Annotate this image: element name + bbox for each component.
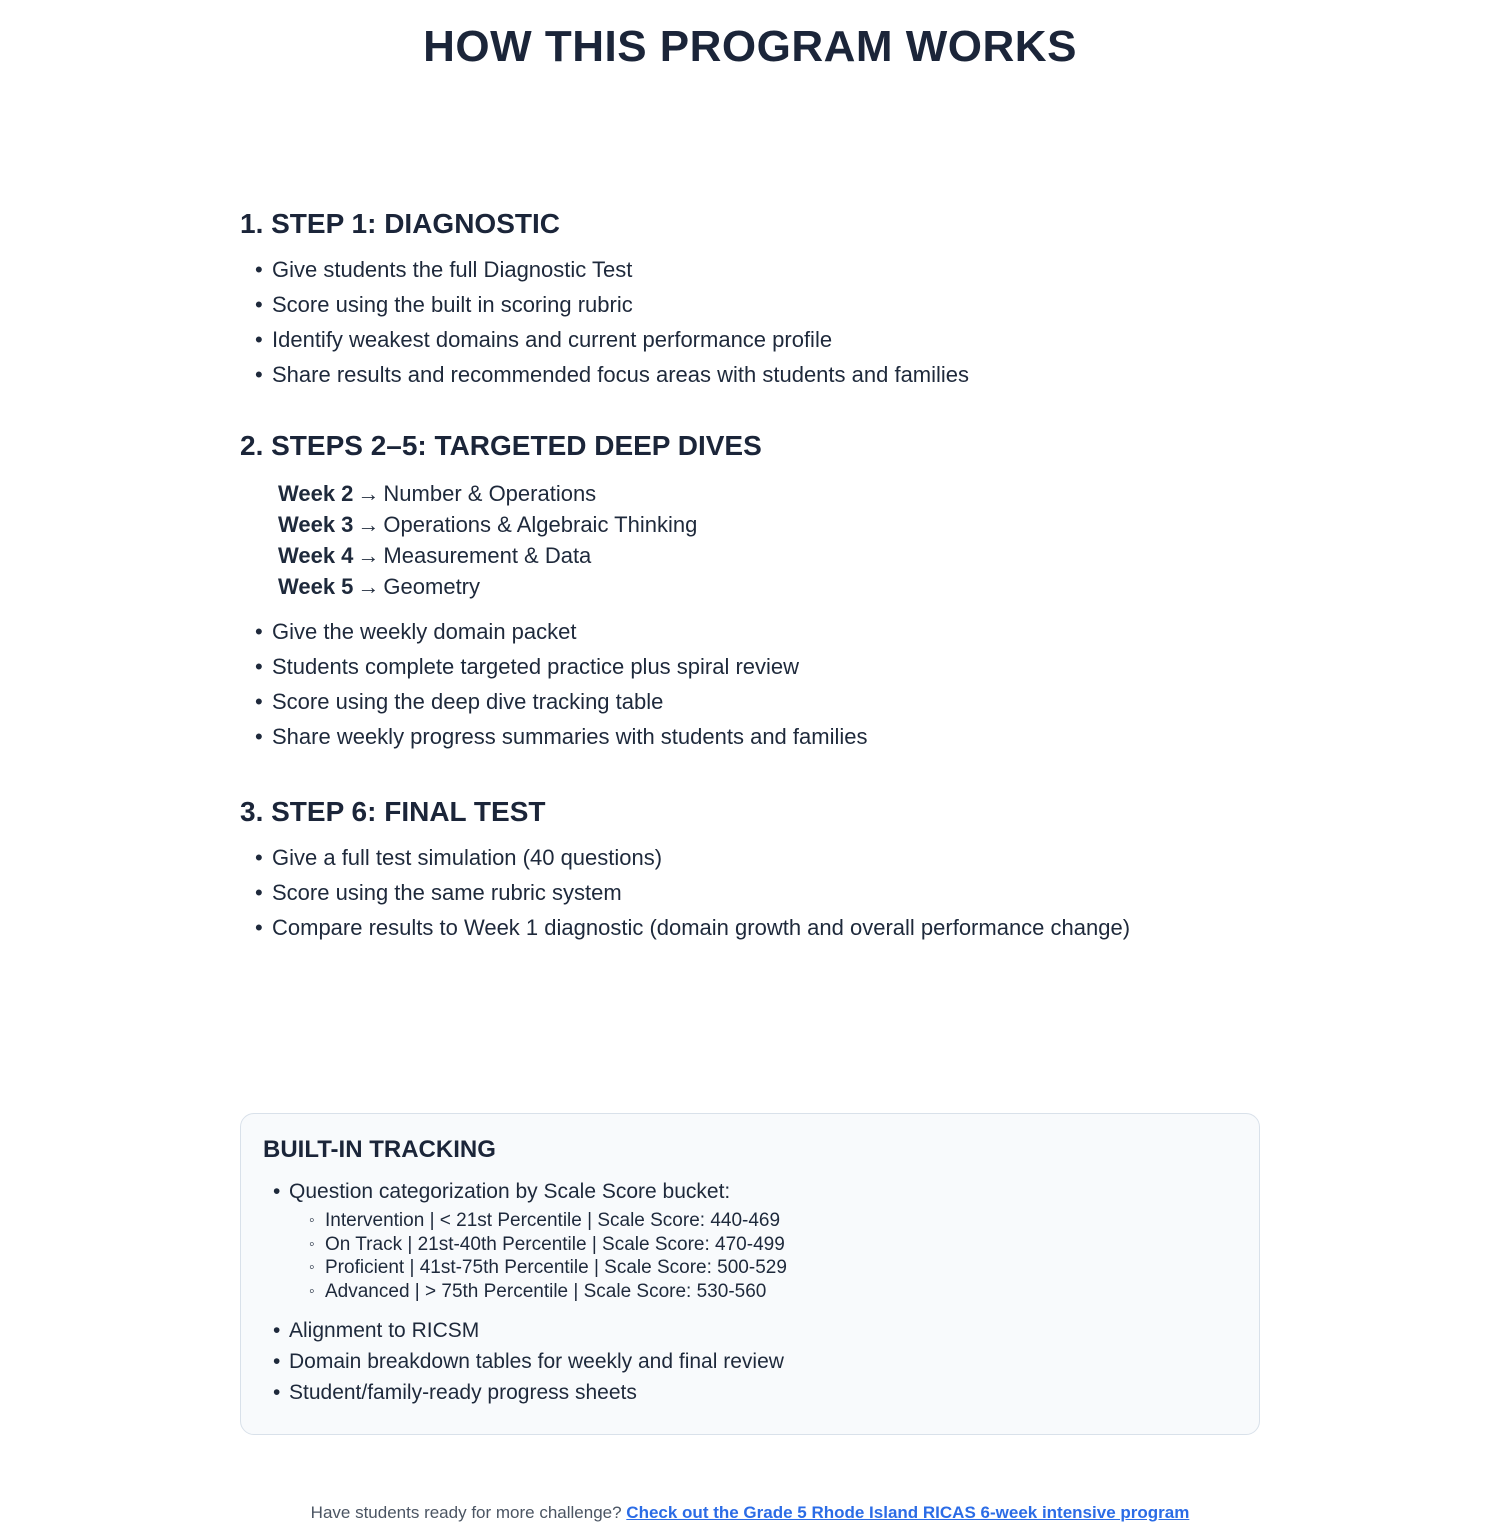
week-label: Week 5 [278, 574, 354, 599]
scale-score-buckets [305, 1209, 1233, 1303]
section-step-1-bullets [240, 252, 1260, 392]
content-column [240, 208, 1260, 1435]
arrow-icon: → [357, 574, 380, 599]
week-row [278, 478, 1260, 509]
bullet-item: • Score using the built in scoring rubric [240, 287, 1260, 322]
bullet-item: • Give a full test simulation (40 questions) [240, 840, 1260, 875]
bullet-item: • Student/family-ready progress sheets [263, 1377, 1233, 1408]
footer-prompt: Have students ready for more challenge? [310, 1503, 627, 1522]
footer [0, 1503, 1500, 1523]
sub-bullet-item: ◦ Proficient | 41st-75th Percentile | Scale Score: 500-529 [305, 1256, 1233, 1280]
week-row [278, 571, 1260, 602]
bullet-item: • Share weekly progress summaries with students and families [240, 719, 1260, 754]
bullet-item: • Alignment to RICSM [263, 1315, 1233, 1346]
bullet-item: • Share results and recommended focus areas with students and families [240, 357, 1260, 392]
bullet-item: • Score using the deep dive tracking table [240, 684, 1260, 719]
document-page [0, 22, 1500, 1522]
sub-bullet-item: ◦ Intervention | < 21st Percentile | Scale Score: 440-469 [305, 1209, 1233, 1233]
tracking-bullets-top [263, 1176, 1233, 1207]
bullet-item: • Identify weakest domains and current performance profile [240, 322, 1260, 357]
bullet-item: • Score using the same rubric system [240, 875, 1260, 910]
bullet-item: • Students complete targeted practice plus spiral review [240, 649, 1260, 684]
section-step-1-heading: 1. STEP 1: DIAGNOSTIC [240, 208, 560, 239]
week-topic: Geometry [383, 574, 481, 599]
arrow-icon: → [357, 512, 380, 537]
week-topic: Number & Operations [383, 481, 597, 506]
section-step-6-heading: 3. STEP 6: FINAL TEST [240, 796, 546, 827]
section-step-1 [240, 208, 1260, 392]
bullet-item: • Compare results to Week 1 diagnostic (domain growth and overall performance change) [240, 910, 1260, 945]
bullet-item: • Give the weekly domain packet [240, 614, 1260, 649]
tracking-box-heading: BUILT-IN TRACKING [263, 1136, 496, 1163]
section-steps-2-5-bullets [240, 614, 1260, 754]
tracking-bullets-bottom [263, 1315, 1233, 1408]
built-in-tracking-box [240, 1113, 1260, 1435]
week-topic: Measurement & Data [383, 543, 592, 568]
week-schedule [278, 478, 1260, 602]
arrow-icon: → [357, 543, 380, 568]
arrow-icon: → [357, 481, 380, 506]
section-steps-2-5 [240, 430, 1260, 754]
week-label: Week 4 [278, 543, 354, 568]
sub-bullet-item: ◦ Advanced | > 75th Percentile | Scale Score: 530-560 [305, 1280, 1233, 1304]
bullet-item: • Domain breakdown tables for weekly and final review [263, 1346, 1233, 1377]
week-row [278, 540, 1260, 571]
bullet-item: • Give students the full Diagnostic Test [240, 252, 1260, 287]
week-label: Week 3 [278, 512, 354, 537]
section-steps-2-5-heading: 2. STEPS 2–5: TARGETED DEEP DIVES [240, 430, 762, 461]
week-topic: Operations & Algebraic Thinking [383, 512, 698, 537]
section-step-6 [240, 796, 1260, 945]
sub-bullet-item: ◦ On Track | 21st-40th Percentile | Scale Score: 470-499 [305, 1233, 1233, 1257]
page-title: HOW THIS PROGRAM WORKS [423, 22, 1077, 71]
week-label: Week 2 [278, 481, 354, 506]
section-step-6-bullets [240, 840, 1260, 945]
week-row [278, 509, 1260, 540]
bullet-item: • Question categorization by Scale Score bucket: [263, 1176, 1233, 1207]
intensive-program-link[interactable]: Check out the Grade 5 Rhode Island RICAS 6-week intensive program [626, 1503, 1190, 1522]
